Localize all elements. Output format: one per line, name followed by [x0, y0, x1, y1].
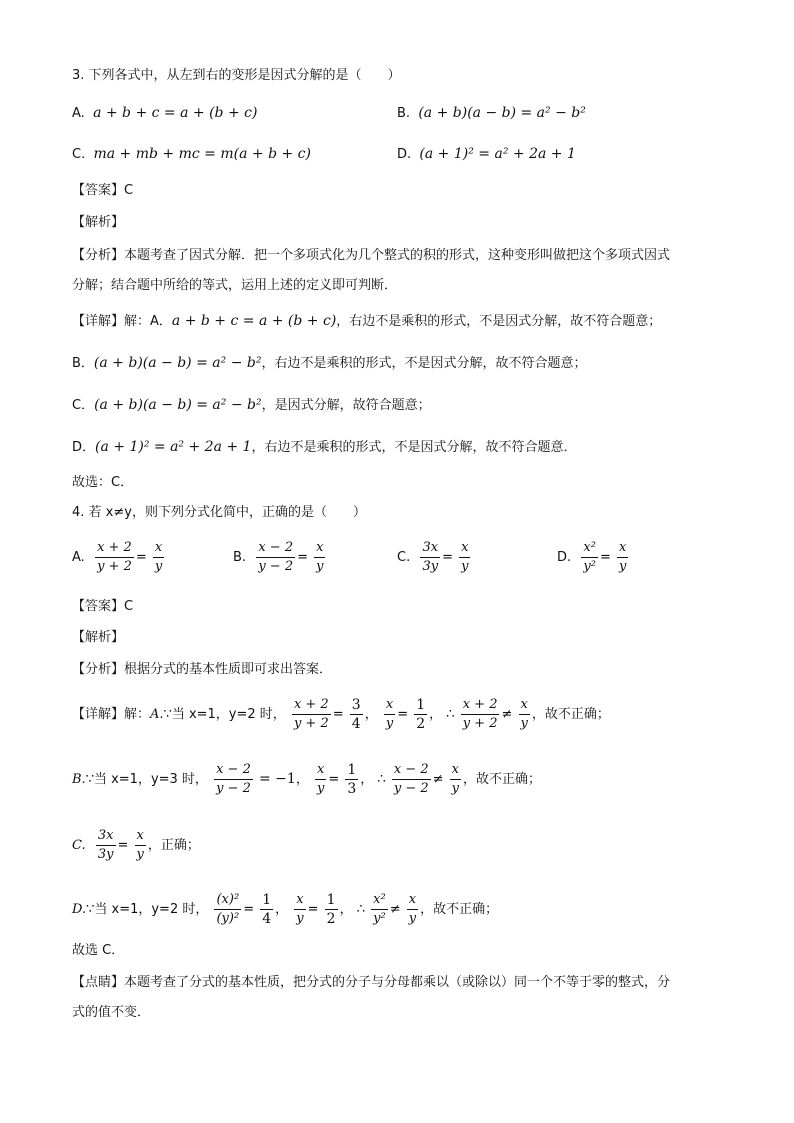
q3-option-c: C. ma + mb + mc = m(a + b + c)	[72, 146, 311, 162]
q4-detail-b: B.∵当 x=1，y=3 时， $\frac{x - 2}{y - 2}$ = −1， $\frac{x}{y}$ = $\frac{1}{3}$ ， ∴ $\frac{x - 2}{y - 2}$ ≠ $\frac{x}{y}$ ，故不正确；	[72, 762, 542, 797]
q4-conclusion: 故选 C．	[72, 943, 125, 958]
q4-detail-d: D.∵当 x=1，y=2 时， $\frac{\text{(x)²}}{\text{(y)²}}$ = $\frac{1}{4}$ ， $\frac{x}{y}$ = $\frac{1}{2}$ ， ∴ $\frac{\text{x²}}{\text{y²}}$ ≠ $\frac{x}{y}$ ，故不正确；	[72, 892, 499, 927]
q3-analysis-line2: 分解；结合题中所给的等式，运用上述的定义即可判断．	[72, 278, 398, 293]
q3-analysis-line1: 【分析】本题考查了因式分解．把一个多项式化为几个整式的积的形式，这种变形叫做把这个多项式因式	[72, 248, 671, 263]
q3-conclusion: 故选：C．	[72, 475, 134, 490]
q4-option-d: D. $\frac{\text{x²}}{\text{y²}}$ = $\frac{x}{y}$	[557, 540, 627, 574]
q3-stem: 3. 下列各式中，从左到右的变形是因式分解的是（ ）	[72, 68, 401, 83]
q4-answer: 【答案】C	[72, 599, 134, 614]
q4-stem: 4. 若 x≠y，则下列分式化简中，正确的是（ ）	[72, 505, 366, 520]
q4-option-b: B. $\frac{x - 2}{y - 2}$ = $\frac{x}{y}$	[233, 540, 324, 574]
q3-jiexi: 【解析】	[72, 215, 125, 230]
q4-detail-a: 【详解】解：A.∵当 x=1，y=2 时， $\frac{x + 2}{y + 2}$ = $\frac{3}{4}$ ， $\frac{x}{y}$ = $\frac{1}{2}$ ， ∴ $\frac{x + 2}{y + 2}$ ≠ $\frac{x}{y}$ ，故不正确；	[72, 697, 610, 732]
q4-detail-c: C. $\frac{3x}{3y}$ = $\frac{x}{y}$ ，正确；	[72, 828, 200, 862]
q4-option-a: A. $\frac{x + 2}{y + 2}$ = $\frac{x}{y}$	[72, 540, 163, 574]
q3-detail-a: 【详解】解：A．a + b + c = a + (b + c)，右边不是乘积的形式，不是因式分解，故不符合题意；	[72, 313, 662, 329]
q4-dianjing-line2: 式的值不变．	[72, 1005, 151, 1020]
q3-option-a: A. a + b + c = a + (b + c)	[72, 105, 258, 121]
q4-option-c: C. $\frac{3x}{3y}$ = $\frac{x}{y}$	[397, 540, 469, 574]
q3-option-b: B. (a + b)(a − b) = a² − b²	[397, 105, 586, 121]
q3-detail-d: D．(a + 1)² = a² + 2a + 1，右边不是乘积的形式，不是因式分解，故不符合题意．	[72, 439, 577, 455]
q3-answer: 【答案】C	[72, 183, 134, 198]
q3-option-d: D. (a + 1)² = a² + 2a + 1	[397, 146, 576, 162]
q3-detail-b: B．(a + b)(a − b) = a² − b²，右边不是乘积的形式，不是因式分解，故不符合题意；	[72, 355, 587, 371]
q4-jiexi: 【解析】	[72, 630, 125, 645]
q4-analysis: 【分析】根据分式的基本性质即可求出答案．	[72, 662, 333, 677]
q4-dianjing-line1: 【点睛】本题考查了分式的基本性质，把分式的分子与分母都乘以（或除以）同一个不等于零的整式，分	[72, 975, 671, 990]
q3-detail-c: C．(a + b)(a − b) = a² − b²，是因式分解，故符合题意；	[72, 397, 431, 413]
